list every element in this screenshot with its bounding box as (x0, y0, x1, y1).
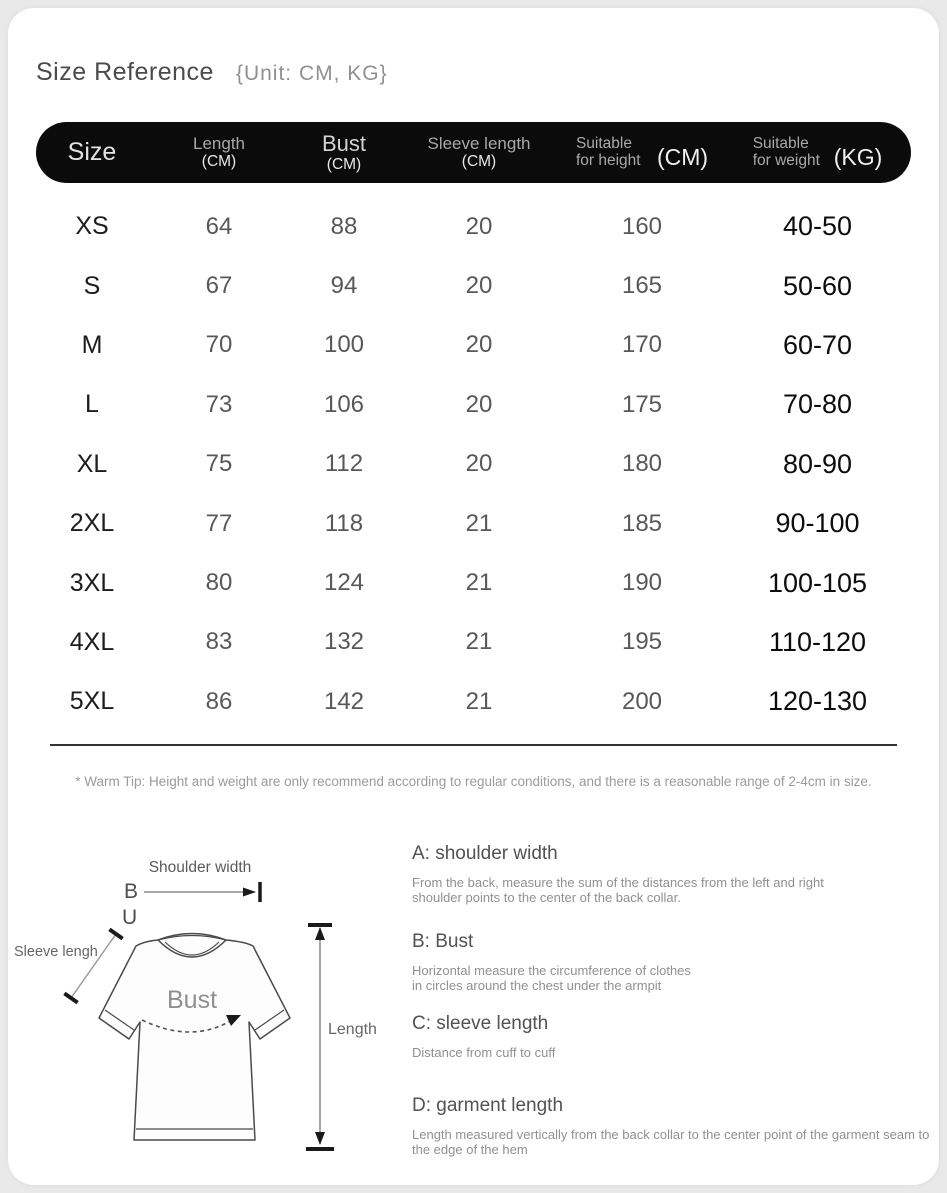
column-unit: (CM) (326, 155, 362, 173)
table-cell: XS (75, 212, 109, 241)
table-cell: 120-130 (767, 686, 868, 717)
column-label: Suitable for height (575, 134, 641, 169)
table-cell: 67 (205, 272, 233, 300)
table-cell: 64 (205, 212, 233, 240)
column-header-bust (290, 132, 398, 173)
table-cell: 190 (621, 569, 663, 597)
definition-term: D: garment length (412, 1095, 564, 1116)
table-cell: S (83, 271, 101, 300)
vertical-letter-u: U (122, 906, 138, 929)
column-unit: (KG) (833, 144, 883, 171)
table-cell: 20 (465, 450, 493, 478)
table-row (36, 375, 911, 434)
table-cell: 20 (465, 272, 493, 300)
definition-term: A: shoulder width (412, 843, 558, 864)
definition-shoulder-width (412, 843, 864, 906)
warm-tip-note: * Warm Tip: Height and weight are only recommend according to regular conditions, and there is a reasonable range of 2-4cm in size. (75, 774, 872, 789)
definition-desc: From the back, measure the sum of the distances from the left and right shoulder points to the center of the back collar. (412, 875, 824, 906)
table-cell: 3XL (69, 568, 115, 597)
column-unit: (CM) (656, 144, 709, 171)
sleeve-length-label: Sleeve lengh (14, 944, 98, 960)
tshirt-measure-diagram (8, 822, 418, 1193)
table-cell: 88 (330, 212, 358, 240)
table-row (36, 435, 911, 494)
bust-label: Bust (166, 986, 218, 1014)
table-cell: 132 (323, 628, 365, 656)
title-text: Size Reference (36, 58, 214, 86)
column-header-suitable-weight (724, 136, 911, 169)
table-cell: 185 (621, 509, 663, 537)
definition-desc: Length measured vertically from the back collar to the center point of the garment seam to the edge of the hem (412, 1127, 930, 1158)
definition-term: B: Bust (412, 931, 474, 952)
definition-desc: Distance from cuff to cuff (412, 1045, 556, 1060)
table-cell: 80-90 (782, 448, 853, 479)
column-label: Size (67, 138, 117, 166)
size-reference-card (8, 8, 939, 1185)
table-cell: 20 (465, 212, 493, 240)
table-row (36, 553, 911, 612)
measurement-definitions (412, 822, 939, 1193)
table-cell: 50-60 (782, 270, 853, 301)
table-cell: 160 (621, 212, 663, 240)
table-cell: 83 (205, 628, 233, 656)
table-cell: 195 (621, 628, 663, 656)
shoulder-width-label: Shoulder width (148, 859, 252, 876)
size-table-body (36, 197, 911, 732)
column-header-size (36, 139, 148, 166)
table-cell: 90-100 (775, 508, 860, 539)
column-header-length (148, 135, 290, 170)
table-cell: 118 (324, 509, 364, 537)
table-cell: 70 (205, 331, 233, 359)
table-cell: XL (76, 449, 108, 478)
table-cell: 73 (205, 390, 233, 418)
table-cell: 21 (465, 569, 493, 597)
table-cell: 5XL (69, 687, 115, 716)
table-cell: 20 (465, 331, 493, 359)
table-cell: 21 (465, 628, 493, 656)
column-label: Length (193, 133, 245, 153)
table-cell: 2XL (69, 509, 115, 538)
definition-term: C: sleeve length (412, 1013, 549, 1034)
table-cell: 180 (621, 450, 663, 478)
definition-desc: Horizontal measure the circumference of clothes in circles around the chest under the armpit (412, 963, 691, 994)
table-cell: 200 (621, 687, 663, 715)
column-header-sleeve-length (398, 135, 560, 170)
vertical-letter-b: B (124, 880, 139, 903)
table-cell: 175 (621, 390, 663, 418)
table-cell: 94 (330, 272, 358, 300)
column-unit: (CM) (201, 153, 237, 171)
table-row (36, 316, 911, 375)
table-row (36, 197, 911, 256)
definition-sleeve-length (412, 1013, 832, 1060)
table-cell: 4XL (69, 627, 115, 656)
table-cell: 80 (205, 569, 233, 597)
table-cell: 100 (323, 331, 365, 359)
table-cell: 100-105 (767, 567, 868, 598)
table-cell: 21 (465, 687, 493, 715)
page-title (36, 58, 388, 87)
title-unit-note: {Unit: CM, KG} (235, 62, 388, 85)
table-cell: 165 (621, 272, 663, 300)
column-label: Sleeve length (427, 133, 531, 153)
column-unit: (CM) (461, 153, 497, 171)
table-row (36, 494, 911, 553)
table-cell: 40-50 (782, 211, 853, 242)
table-cell: 20 (465, 390, 493, 418)
definition-bust (412, 931, 704, 994)
table-cell: 142 (323, 687, 365, 715)
table-cell: 77 (205, 509, 233, 537)
table-row (36, 672, 911, 731)
table-cell: 112 (324, 450, 364, 478)
table-cell: M (81, 330, 103, 359)
table-cell: 75 (205, 450, 233, 478)
table-cell: 60-70 (782, 329, 853, 360)
shoulder-width-arrow (144, 882, 260, 902)
table-cell: L (85, 390, 99, 419)
length-label: Length (328, 1021, 377, 1038)
table-row (36, 256, 911, 315)
table-header (36, 122, 911, 183)
tshirt-outline (99, 934, 290, 1141)
table-cell: 70-80 (782, 389, 853, 420)
table-cell: 124 (323, 569, 365, 597)
table-cell: 21 (465, 509, 493, 537)
table-cell: 86 (205, 687, 233, 715)
table-cell: 170 (621, 331, 663, 359)
column-header-suitable-height (560, 136, 724, 169)
definition-garment-length (412, 1095, 936, 1158)
table-cell: 110-120 (768, 626, 867, 657)
table-row (36, 613, 911, 672)
table-cell: 106 (323, 390, 365, 418)
column-label: Suitable for weight (752, 134, 820, 169)
column-label: Bust (321, 131, 367, 157)
divider-line (50, 744, 897, 746)
